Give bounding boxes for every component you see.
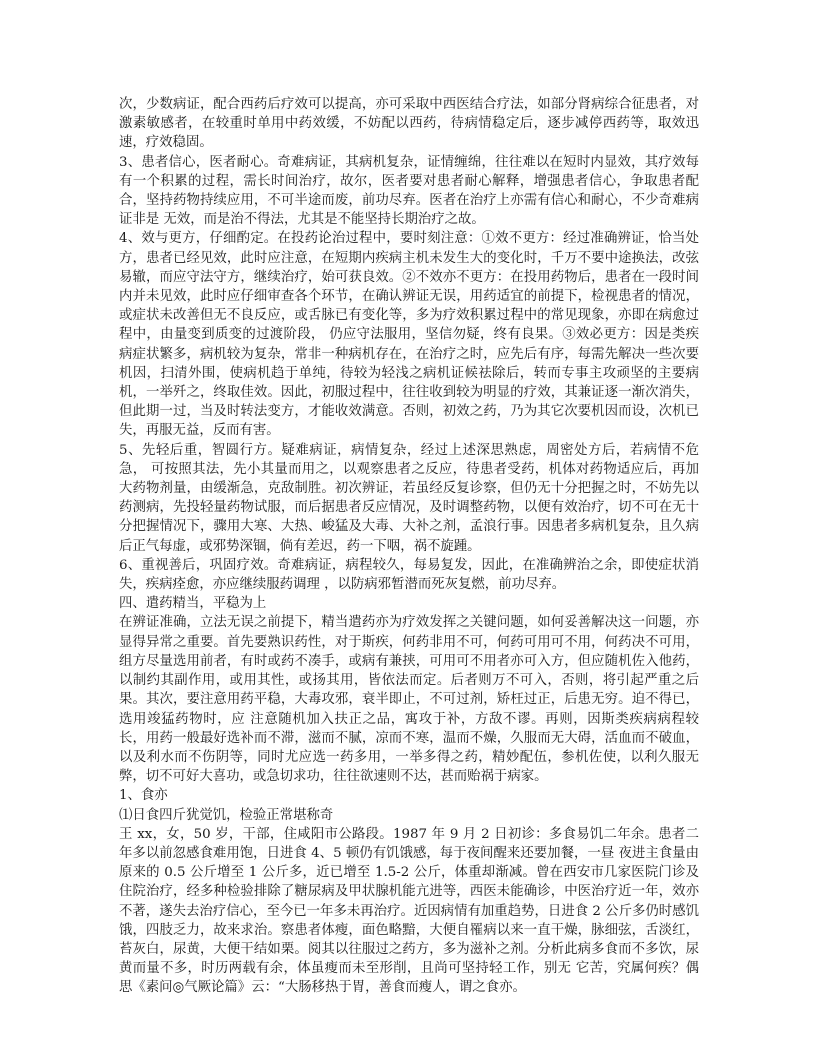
document-page: [119, 95, 699, 998]
paragraph-light-before-heavy: 5、先轻后重，智圆行方。疑难病证，病情复杂，经过上述深思熟虑，周密处方后，若病情不危急， 可按照其法，先小其量而用之，以观察患者之反应，待患者受药，机体对药物适应后，再加大药物剂量，由缓渐急，克敌制胜。初次辨证，若虽经反复诊察，但仍无十分把握之时，不妨先以药测病，先投轻量药物试服，而后据患者反应情况，及时调整药物，以便有效治疗，切不可在无十分把握情况下，骤用大寒、大热、峻猛及大毒、大补之剂，孟浪行事。因患者多病机复杂，且久病后正气每虚，或邪势深锢，倘有差迟，药一下咽，祸不旋踵。: [119, 442, 699, 554]
paragraph-efficacy-prescription: 4、效与更方，仔细酌定。在投药论治过程中，要时刻注意：①效不更方：经过准确辨证，恰当处方，患者已经见效，此时应注意，在短期内疾病主机未发生大的变化时，千万不要中途换法，改弦易辙，而应守法守方，继续治疗，始可获良效。②不效亦不更方：在投用药物后，患者在一段时间内并未见效，此时应仔细审查各个环节，在确认辨证无误，用药适宜的前提下，检视患者的情况，或症状未改善但无不良反应，或舌脉已有变化等，多为疗效积累过程中的常见现象，亦即在病愈过程中，由量变到质变的过渡阶段， 仍应守法服用，坚信勿疑，终有良果。③效必更方：因是类疾病症状繁多，病机较为复杂，常非一种病机存在，在治疗之时，应先后有序，每需先解决一些次要机因，扫清外围，使病机趋于单纯，待较为轻浅之病机证候祛除后，转而专事主攻顽坚的主要病机，一举歼之，终取佳效。因此，初服过程中，往往收到较为明显的疗效，其兼证逐一渐次消失，但此期一过，当及时转法变方，才能收效满意。否则，初效之药，乃为其它次要机因而设，次机已失，再服无益，反而有害。: [119, 231, 699, 439]
paragraph-continuation: 次，少数病证，配合西药后疗效可以提高，亦可采取中西医结合疗法，如部分肾病综合征患者，对激素敏感者，在较重时单用中药效缓，不妨配以西药，待病情稳定后，逐步减停西药等，取效迅速，疗效稳固。: [119, 97, 699, 151]
section-heading: 四、遣药精当，平稳为上: [119, 596, 267, 612]
case-description: 王 xx，女，50 岁，干部，住咸阳市公路段。1987 年 9 月 2 日初诊：多食易饥二年余。患者二年多以前忽感食难用饱，日进食 4、5 顿仍有饥饿感，每于夜间醒来还要加餐，一昼 夜进主食量由原来的 0.5 公斤增至 1 公斤多，近已增至 1.5-2 公斤，体重却渐减。曾在西安市几家医院门诊及住院治疗，经多种检验排除了糖尿病及甲状腺机能亢进等，西医未能确诊，中医治疗近一年，效亦不著，遂失去治疗信心，至今已一年多未再治疗。近因病情有加重趋势，日进食 2 公斤多仍时感饥饿，四肢乏力，故来求治。察患者体瘦，面色略黯，大便自罹病以来一直干燥，脉细弦，舌淡红，苔灰白，尿黄，大便干结如栗。阅其以往服过之药方，多为滋补之剂。分析此病多食而不多饮，尿黄而量不多，时历两载有余，体虽瘦而未至形削，且尚可坚持轻工作，别无 它苦，究属何疾？偶思《素问◎气厥论篇》云：“大肠移热于胃，善食而瘦人，谓之食亦。: [119, 826, 699, 996]
paragraph-patient-confidence: 3、患者信心，医者耐心。奇难病证，其病机复杂，证情缠绵，往往难以在短时内显效，其疗效每有一个积累的过程，需长时间治疗，故尔，医者要对患者耐心解释，增强患者信心，争取患者配合，坚持药物持续应用，不可半途而废，前功尽弃。医者在治疗上亦需有信心和耐心，不少奇难病证非是 无效，而是治不得法，尤其是不能坚持长期治疗之故。: [119, 154, 699, 228]
subsection-heading: 1、食亦: [119, 788, 168, 804]
case-title: ⑴日食四斤犹觉饥，检验正常堪称奇: [119, 807, 334, 823]
paragraph-aftercare: 6、重视善后，巩固疗效。奇难病证，病程较久，每易复发，因此，在准确辨治之余，即使症状消失，疾病痊愈，亦应继续服药调理 ，以防病邪暂潜而死灰复燃，前功尽弃。: [119, 557, 699, 593]
paragraph-drug-selection: 在辨证准确，立法无误之前提下，精当遣药亦为疗效发挥之关键问题，如何妥善解决这一问题，亦显得异常之重要。首先要熟识药性，对于斯疾，何药非用不可，何药可用可不用，何药决不可用，组方尽量选用前者，有时或药不凑手，或病有兼挟，可用可不用者亦可入方，但应随机佐入他药，以制约其副作用，或用其性，或扬其用，皆依法而定。后者则万不可入，否则，将引起严重之后果。其次，要注意用药平稳，大毒攻邪，衰半即止，不可过剂，矫枉过正，后患无穷。迫不得已，选用竣猛药物时，应 注意随机加入扶正之品，寓攻于补，方敌不谬。再则，因斯类疾病病程较长，用药一般最好选补而不滞，滋而不腻，凉而不寒，温而不燥，久服而无大碍，活血而不破血，以及利水而不伤阴等，同时尤应选一药多用，一举多得之药，精妙配伍，参机佐使，以利久服无弊，切不可好大喜功，或急切求功，往往欲速则不达，甚而贻祸于病家。: [119, 615, 699, 785]
